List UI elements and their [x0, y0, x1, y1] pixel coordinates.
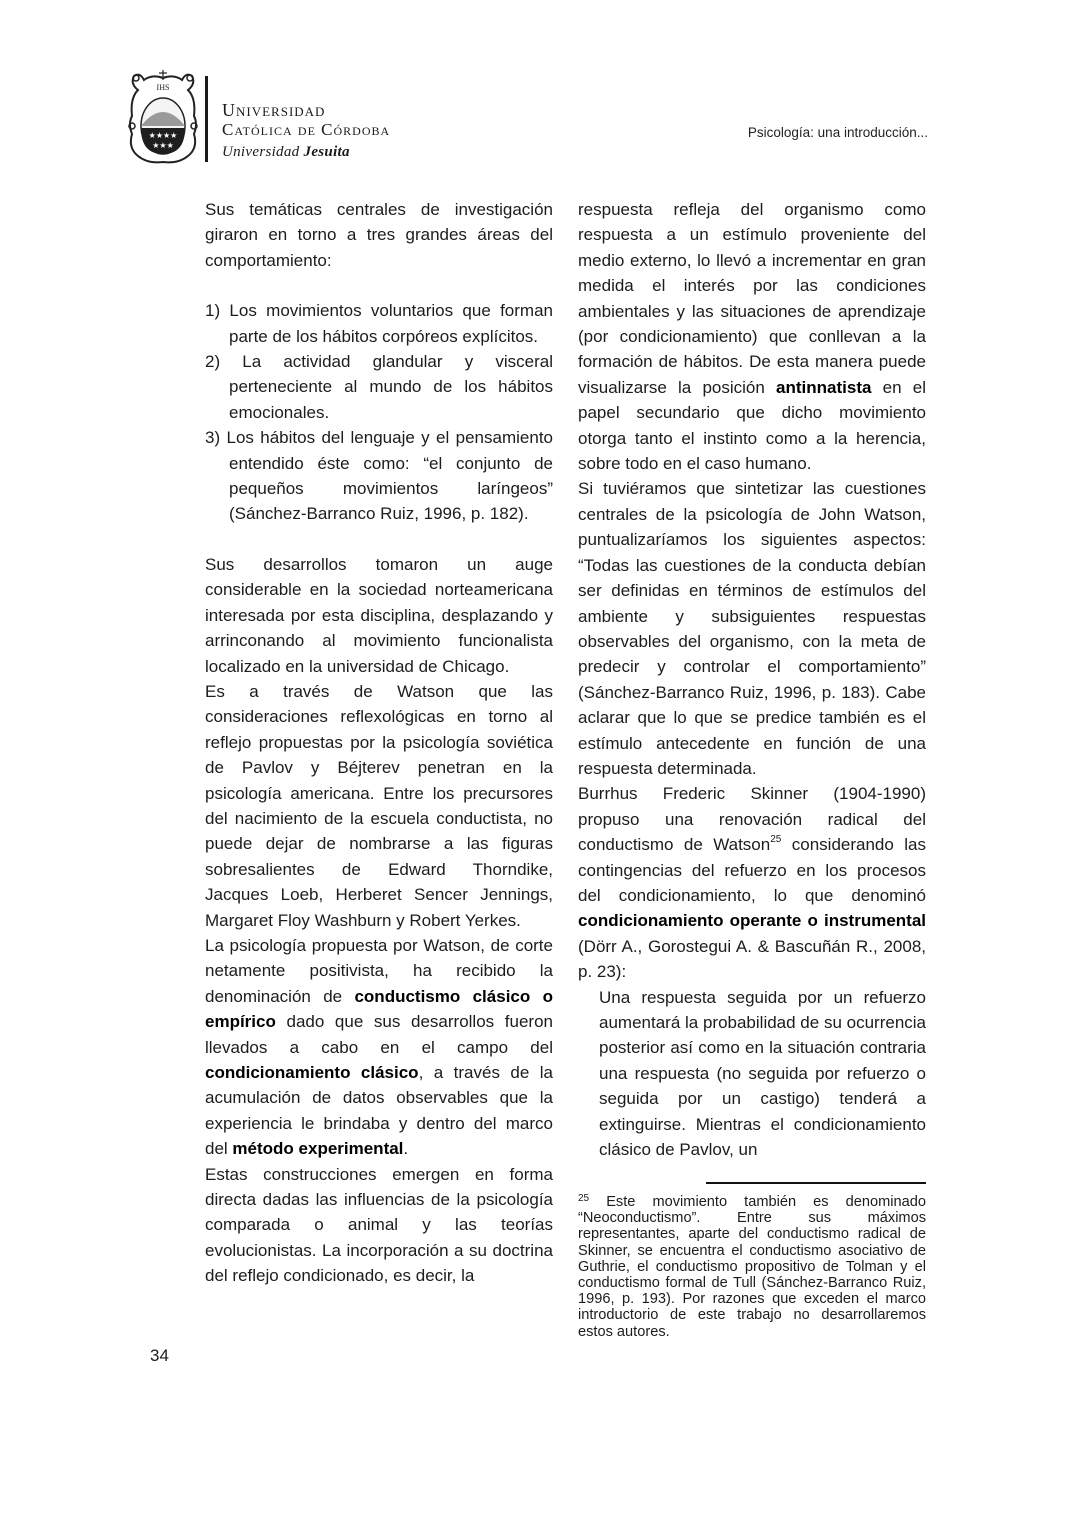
bold-term: condicionamiento clásico [205, 1063, 419, 1082]
bold-term: conductismo clásico o empírico [205, 986, 553, 1032]
university-name-line2: Católica de Córdoba [222, 120, 391, 139]
bold-term: antinnatista [776, 377, 872, 397]
logo-divider [205, 76, 208, 162]
bold-term: condicionamiento operante o instrumental [578, 911, 926, 931]
footnote-ref[interactable]: 25 [770, 834, 782, 846]
footnote-text: Este movimiento también es denominado “Neoconductismo”. Entre sus máximos representantes, aparte del conductismo radical de Skinner, se encuentra el conductismo asociativo de Guthrie, el conductismo propositivo de Tolman y el conductismo formal de Tull (Sánchez-Barranco Ruiz, 1996, p. 193). Por razones que exceden el marco introductorio de este trabajo no desarrollaremos estos autores. [578, 1194, 926, 1340]
bold-term: método experimental [232, 1139, 404, 1159]
running-head: Psicología: una introducción... [747, 125, 928, 140]
paragraph: Si tuviéramos que sintetizar las cuestiones centrales de la psicología de John Watson, puntualizaríamos los siguientes aspectos: “Todas las cuestiones de la conducta debían ser definidas en términos de estímulos del ambiente y subsiguientes respuestas observables del organismo, con la meta de predecir y controlar el comportamiento” (Sánchez-Barranco Ruiz, 1996, p. 183). Cabe aclarar que lo que se predice también es el estímulo antecedente en función de una respuesta determinada. [578, 479, 926, 778]
footnote [578, 1194, 926, 1340]
right-column [578, 197, 926, 1162]
paragraph: Estas construcciones emergen en forma directa dadas las influencias de la psicología comparada o animal y las teorías evolucionistas. La incorporación a su doctrina del reflejo condicionado, es decir, la [205, 1164, 553, 1286]
svg-text:★★★★: ★★★★ [148, 131, 178, 140]
svg-text:IHS: IHS [156, 83, 170, 92]
block-quote: Una respuesta seguida por un refuerzo aumentará la probabilidad de su ocurrencia posterior así como en la situación contraria una respuesta (no seguida por refuerzo o seguida por un castigo) tenderá a extinguirse. Mientras el condicionamiento clásico de Pavlov, un [599, 987, 926, 1160]
footnote-divider [706, 1182, 926, 1184]
paragraph: respuesta refleja del organismo como respuesta a un estímulo proveniente del medio externo, lo llevó a incrementar en gran medida el interés por las condiciones ambientales y las situaciones de aprendizaje (por condicionamiento) que conllevan a la formación de hábitos. De esta manera puede visualizarse la posición antinnatista en el papel secundario que dicho movimiento otorga tanto el instinto como a la herencia, sobre todo en el caso humano. [578, 200, 926, 474]
page-number: 34 [150, 1346, 169, 1365]
paragraph: Sus temáticas centrales de investigación giraron en torno a tres grandes áreas del comportamiento: [205, 200, 553, 270]
footnote-number: 25 [578, 1193, 590, 1204]
university-wordmark [222, 100, 390, 162]
list-item: 2) La actividad glandular y visceral perteneciente al mundo de los hábitos emocionales. [205, 352, 553, 422]
tagline-part-a: Universidad [222, 144, 300, 160]
list-item: 3) Los hábitos del lenguaje y el pensamiento entendido éste como: “el conjunto de pequeños movimientos laríngeos” (Sánchez-Barranco Ruiz, 1996, p. 182). [205, 428, 553, 524]
tagline-part-b: Jesuita [303, 144, 350, 160]
left-column [205, 197, 553, 1289]
svg-text:★★★: ★★★ [152, 141, 174, 150]
university-crest-icon [124, 68, 202, 166]
list-item: 1) Los movimientos voluntarios que forman parte de los hábitos corpóreos explícitos. [205, 301, 553, 346]
university-name-line1: Universidad [222, 100, 326, 120]
university-tagline [222, 142, 390, 162]
paragraph: Sus desarrollos tomaron un auge considerable en la sociedad norteamericana interesada por esta disciplina, desplazando y arrinconando al movimiento funcionalista localizado en la universidad de Chicago. [205, 554, 553, 676]
paragraph: Es a través de Watson que las consideraciones reflexológicas en torno al reflejo propuestas por la psicología soviética de Pavlov y Béjterev penetran en la psicología americana. Entre los precursores del nacimiento de la escuela conductista, no puede dejar de nombrarse a las figuras sobresalientes de Edward Thorndike, Jacques Loeb, Herberet Sencer Jennings, Margaret Floy Washburn y Robert Yerkes. [205, 681, 553, 930]
page-header [0, 0, 1080, 180]
paragraph: Burrhus Frederic Skinner (1904-1990) propuso una renovación radical del conductismo de Watson$^{25}$ considerando las contingencias del refuerzo en los procesos del condicionamiento, lo que denominó condicionamiento operante o instrumental (Dörr A., Gorostegui A. & Bascuñán R., 2008, p. 23): [578, 784, 926, 982]
paragraph: La psicología propuesta por Watson, de corte netamente positivista, ha recibido la denominación de conductismo clásico o empírico dado que sus desarrollos fueron llevados a cabo en el campo del condicionamiento clásico, a través de la acumulación de datos observables que la experiencia le brindaba y dentro del marco del método experimental. [205, 935, 553, 1159]
